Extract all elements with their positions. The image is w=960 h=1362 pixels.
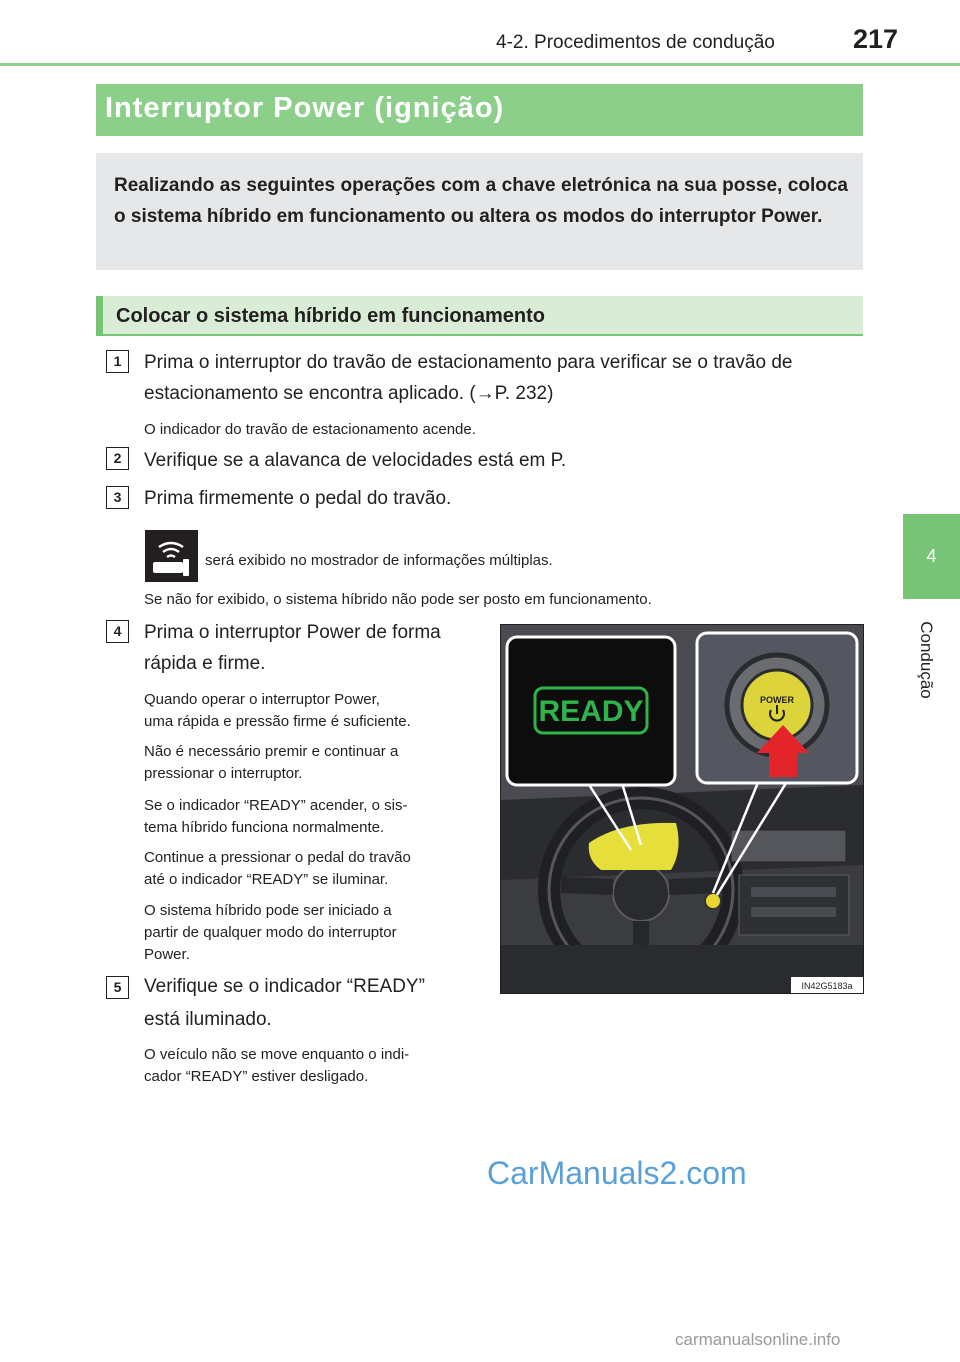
chapter-tab	[903, 514, 960, 599]
section-accent	[96, 296, 103, 336]
step-5-note-line-1: O veículo não se move enquanto o indi-	[144, 1046, 410, 1063]
header-rule	[0, 63, 960, 66]
step-4-note-3-line-1: Se o indicador “READY” acender, o sis-	[144, 797, 408, 814]
step-3-icon-note: será exibido no mostrador de informações múltiplas.	[205, 552, 553, 569]
step-4-note-2-line-1: Não é necessário premir e continuar a	[144, 743, 399, 760]
section-underline	[96, 334, 863, 336]
step-number: 2	[106, 447, 129, 470]
step-4-note-1-line-1: Quando operar o interruptor Power,	[144, 691, 380, 708]
step-number: 5	[106, 976, 129, 999]
step-4-line-2: rápida e firme.	[144, 653, 266, 674]
intro-text: Realizando as seguintes operações com a chave eletrónica na sua posse, coloca o sistema híbrido em funcionamento ou altera os modos do interruptor Power.	[114, 175, 848, 227]
intro-box	[96, 153, 863, 270]
step-4-note-4-line-1: Continue a pressionar o pedal do travão	[144, 849, 411, 866]
step-4-note-1-line-2: uma rápida e pressão firme é suficiente.	[144, 713, 411, 730]
step-1-note: O indicador do travão de estacionamento acende.	[144, 421, 476, 438]
step-4-note-2-line-2: pressionar o interruptor.	[144, 765, 303, 782]
section-heading-bar	[96, 296, 863, 336]
step-4-note-4-line-2: até o indicador “READY” se iluminar.	[144, 871, 389, 888]
step-4-note-3-line-2: tema híbrido funciona normalmente.	[144, 819, 385, 836]
chapter-number: 4	[926, 546, 937, 566]
chapter-label	[911, 610, 941, 710]
header-section: 4-2. Procedimentos de condução	[496, 32, 775, 53]
watermark-bottom: carmanualsonline.info	[675, 1330, 841, 1349]
step-2-text: Verifique se a alavanca de velocidades está em P.	[144, 450, 567, 471]
step-1-line-2: estacionamento se encontra aplicado. (→P. 232)	[144, 383, 554, 404]
step-5-line-1: Verifique se o indicador “READY”	[144, 976, 425, 997]
step-number: 1	[106, 350, 129, 373]
power-button-label: POWER	[759, 695, 795, 705]
section-heading: Colocar o sistema híbrido em funcionamento	[116, 305, 545, 327]
illustration-code: IN42G5183a	[801, 981, 853, 991]
page-number: 217	[853, 24, 899, 54]
title-bar	[96, 84, 863, 136]
step-5-line-2: está iluminado.	[144, 1009, 272, 1030]
step-4-line-1: Prima o interruptor Power de forma	[144, 622, 441, 643]
brake-pedal-icon	[145, 530, 198, 582]
chapter-name: Condução	[917, 621, 936, 699]
watermark-top: CarManuals2.com	[487, 1155, 747, 1191]
step-5-note-line-2: cador “READY” estiver desligado.	[144, 1068, 369, 1085]
page-title: Interruptor Power (ignição)	[105, 92, 505, 124]
step-3-text: Prima firmemente o pedal do travão.	[144, 488, 452, 509]
dashboard-illustration	[500, 624, 864, 994]
step-1-line-1: Prima o interruptor do travão de estacionamento para verificar se o travão de	[144, 352, 793, 373]
step-3-note: Se não for exibido, o sistema híbrido não pode ser posto em funcionamento.	[144, 591, 652, 608]
step-number: 4	[106, 620, 129, 643]
step-number: 3	[106, 486, 129, 509]
step-4-note-5-line-3: Power.	[144, 946, 190, 963]
step-4-note-5-line-1: O sistema híbrido pode ser iniciado a	[144, 902, 392, 919]
ready-indicator-text: READY	[538, 695, 644, 728]
step-4-note-5-line-2: partir de qualquer modo do interruptor	[144, 924, 397, 941]
dashboard-drawing	[501, 625, 863, 993]
